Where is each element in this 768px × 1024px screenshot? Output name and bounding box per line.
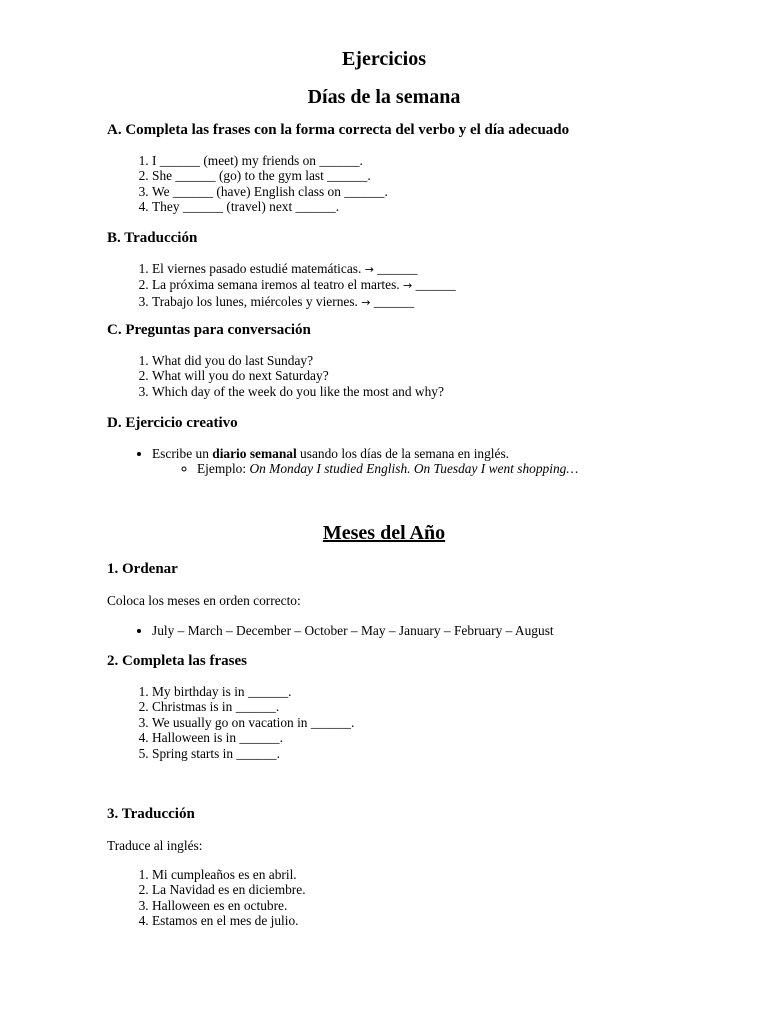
list-part-3 xyxy=(107,867,306,929)
list-part-2 xyxy=(107,684,354,761)
document-title: Ejercicios xyxy=(341,48,427,70)
item-text: usando los días de la semana en inglés. xyxy=(296,446,510,461)
sub-list-item xyxy=(197,461,578,476)
list-part-d xyxy=(107,446,578,477)
list-item: 3. We usually go on vacation in ______. xyxy=(152,715,354,730)
heading-part-b: B. Traducción xyxy=(107,230,198,246)
paragraph-intro: Traduce al inglés: xyxy=(107,838,203,853)
list-item: 1. My birthday is in ______. xyxy=(152,684,354,699)
list-item: 4. Estamos en el mes de julio. xyxy=(152,913,306,928)
heading-part-1: 1. Ordenar xyxy=(107,561,178,577)
item-text: La próxima semana iremos al teatro el martes. xyxy=(152,277,400,293)
section-title-months: Meses del Año xyxy=(322,522,446,544)
list-item: 2. She ______ (go) to the gym last ______. xyxy=(152,168,388,183)
sub-list xyxy=(152,461,578,476)
item-text-bold: diario semanal xyxy=(212,446,297,461)
list-item: 1. I ______ (meet) my friends on ______. xyxy=(152,153,388,168)
heading-part-d: D. Ejercicio creativo xyxy=(107,415,238,431)
example-text: On Monday I studied English. On Tuesday I went shopping… xyxy=(249,461,579,477)
list-item: • July – March – December – October – May – January – February – August xyxy=(152,623,554,638)
arrow-icon: → xyxy=(364,263,374,276)
heading-part-3: 3. Traducción xyxy=(107,806,195,822)
item-text: El viernes pasado estudié matemáticas. xyxy=(152,261,362,276)
section-title-days: Días de la semana xyxy=(307,86,461,108)
item-text: Escribe un xyxy=(152,446,213,461)
list-item xyxy=(152,277,456,293)
list-item: 5. Spring starts in ______. xyxy=(152,746,354,761)
answer-blank: ______ xyxy=(377,261,418,276)
list-item xyxy=(152,446,578,477)
list-item: 4. They ______ (travel) next ______. xyxy=(152,199,388,214)
arrow-icon: → xyxy=(361,295,371,309)
heading-part-a: A. Completa las frases con la forma correcta del verbo y el día adecuado xyxy=(107,122,570,138)
item-text: Trabajo los lunes, miércoles y viernes. xyxy=(152,293,358,309)
list-part-b xyxy=(107,261,456,310)
list-item: 3. Halloween es en octubre. xyxy=(152,898,306,913)
list-item xyxy=(152,294,456,310)
list-part-c xyxy=(107,353,444,399)
example-label: Ejemplo: xyxy=(197,461,250,477)
list-item: 2. La Navidad es en diciembre. xyxy=(152,882,306,897)
list-item: 3. Which day of the week do you like the most and why? xyxy=(152,384,444,399)
list-item: 1. What did you do last Sunday? xyxy=(152,353,444,368)
paragraph-intro: Coloca los meses en orden correcto: xyxy=(107,593,301,608)
answer-blank: ______ xyxy=(373,293,415,309)
list-item: 2. Christmas is in ______. xyxy=(152,699,354,714)
list-item: 2. What will you do next Saturday? xyxy=(152,368,444,383)
list-item xyxy=(152,261,456,277)
arrow-icon: → xyxy=(403,279,413,293)
list-part-1 xyxy=(107,623,554,638)
list-part-a xyxy=(107,153,388,215)
list-item: 3. We ______ (have) English class on ______. xyxy=(152,184,388,199)
list-item: 1. Mi cumpleaños es en abril. xyxy=(152,867,306,882)
list-item: 4. Halloween is in ______. xyxy=(152,730,354,745)
heading-part-c: C. Preguntas para conversación xyxy=(107,322,311,338)
answer-blank: ______ xyxy=(415,277,456,293)
heading-part-2: 2. Completa las frases xyxy=(107,653,247,669)
